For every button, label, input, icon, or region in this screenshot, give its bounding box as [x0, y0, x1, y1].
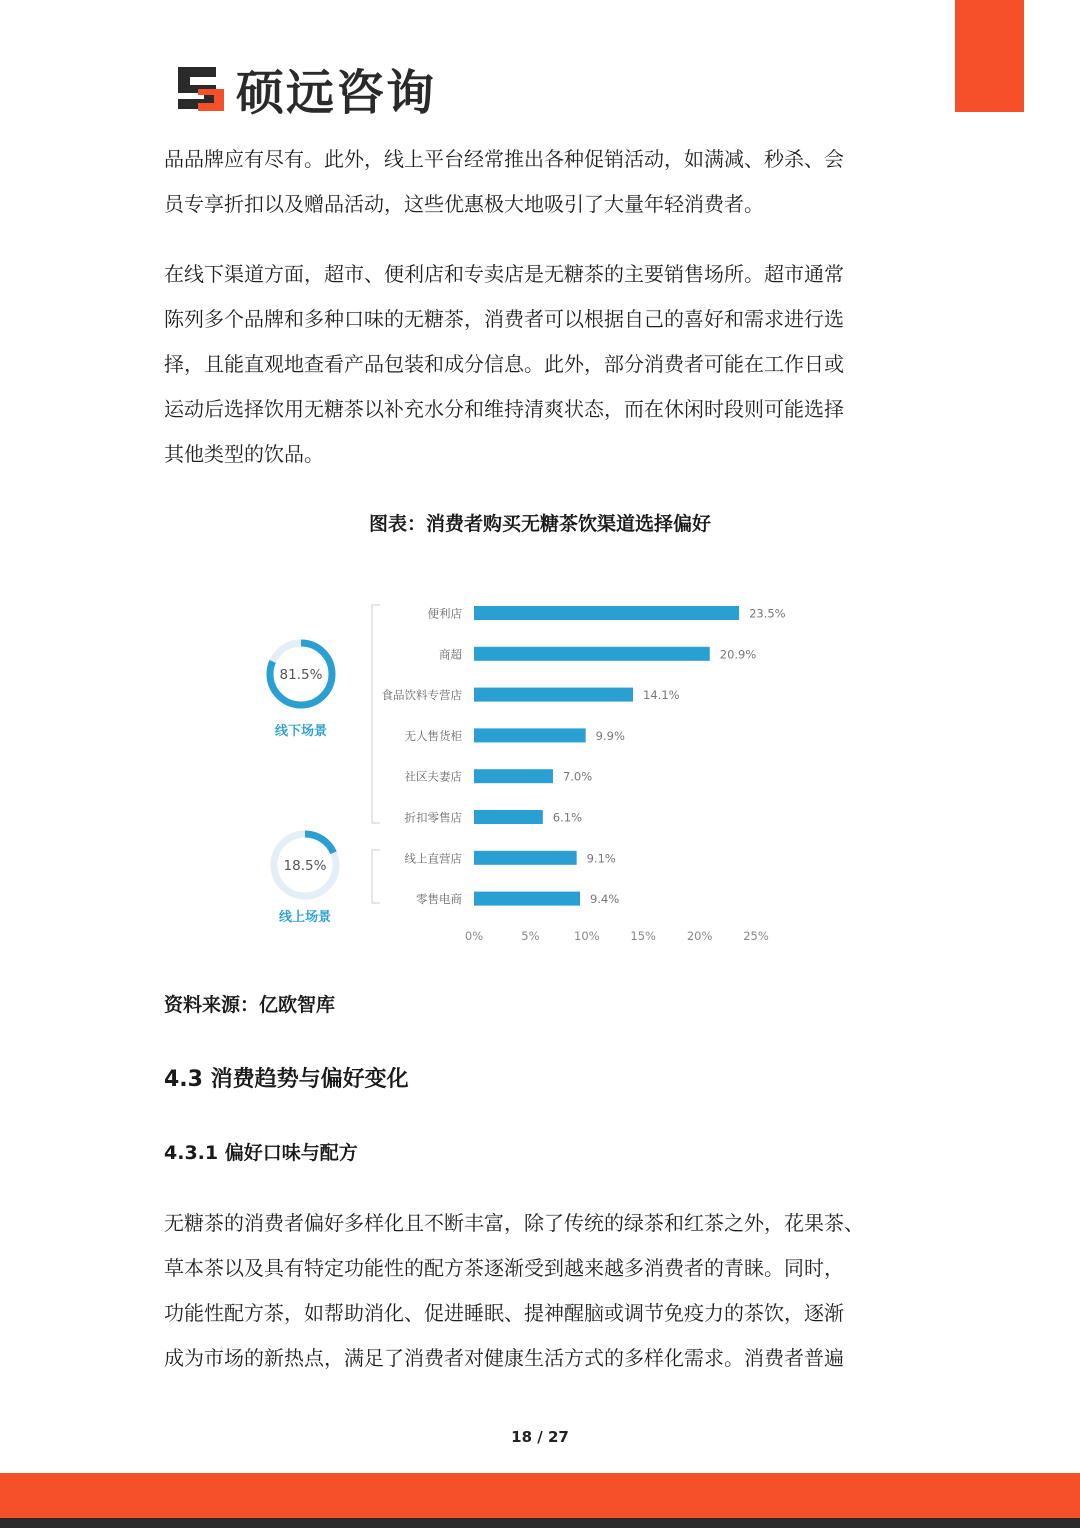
category-label: 社区夫妻店	[404, 769, 462, 784]
bar	[474, 892, 580, 906]
x-tick-label: 0%	[464, 929, 484, 943]
data-label: 6.1%	[552, 810, 583, 825]
category-label: 折扣零售店	[404, 810, 462, 825]
category-label: 零售电商	[416, 892, 462, 907]
data-label: 23.5%	[749, 606, 786, 621]
category-label: 无人售货柜	[404, 728, 462, 743]
text-line: 功能性配方茶，如帮助消化、促进睡眠、提神醒脑或调节免疫力的茶饮，逐渐	[164, 1301, 844, 1325]
paragraph-2	[164, 252, 924, 477]
subsection-heading: 4.3.1 偏好口味与配方	[164, 1142, 358, 1164]
data-label: 9.9%	[595, 728, 625, 743]
bar	[474, 688, 633, 702]
data-label: 9.4%	[590, 892, 620, 907]
figure-source: 资料来源：亿欧智库	[164, 994, 336, 1016]
donut-value: 81.5%	[279, 667, 323, 683]
bar	[474, 728, 586, 742]
text-line: 陈列多个品牌和多种口味的无糖茶，消费者可以根据自己的喜好和需求进行选	[164, 307, 844, 331]
bar	[474, 851, 577, 865]
donut-label: 线下场景	[274, 724, 328, 739]
category-label: 商超	[439, 647, 462, 662]
text-line: 运动后选择饮用无糖茶以补充水分和维持清爽状态，而在休闲时段则可能选择	[164, 397, 844, 421]
logo-mark-icon	[176, 63, 226, 113]
data-label: 20.9%	[719, 647, 757, 662]
data-label: 9.1%	[586, 851, 616, 866]
text-line: 其他类型的饮品。	[164, 442, 324, 466]
paragraph-1	[164, 137, 924, 227]
x-tick-label: 10%	[574, 929, 600, 943]
page-number: 18 / 27	[511, 1428, 569, 1446]
x-tick-label: 5%	[521, 929, 540, 943]
data-label: 14.1%	[643, 688, 680, 703]
category-label: 便利店	[427, 606, 462, 621]
x-tick-label: 15%	[630, 929, 656, 943]
donut-value: 18.5%	[283, 858, 327, 874]
group-bracket	[372, 605, 380, 823]
bar	[474, 606, 739, 620]
bar	[474, 810, 543, 824]
bar	[474, 769, 553, 783]
company-logo	[176, 56, 436, 120]
group-bracket	[372, 850, 380, 903]
paragraph-3	[164, 1201, 924, 1381]
footer-bar	[0, 1473, 1080, 1518]
text-line: 草本茶以及具有特定功能性的配方茶逐渐受到越来越多消费者的青睐。同时，	[164, 1256, 844, 1280]
chart-title: 图表：消费者购买无糖茶饮渠道选择偏好	[368, 513, 711, 535]
text-line: 择，且能直观地查看产品包装和成分信息。此外，部分消费者可能在工作日或	[164, 352, 844, 376]
corner-tab	[955, 0, 1024, 112]
data-label: 7.0%	[562, 769, 593, 784]
footer-strip	[0, 1518, 1080, 1528]
section-heading: 4.3 消费趋势与偏好变化	[164, 1067, 409, 1092]
logo-text: 硕远咨询	[236, 64, 437, 121]
x-tick-label: 20%	[686, 929, 713, 943]
category-label: 线上直营店	[404, 851, 462, 866]
text-line: 员专享折扣以及赠品活动，这些优惠极大地吸引了大量年轻消费者。	[164, 192, 764, 216]
text-line: 无糖茶的消费者偏好多样化且不断丰富，除了传统的绿茶和红茶之外，花果茶、	[164, 1211, 864, 1235]
category-label: 食品饮料专营店	[381, 688, 462, 703]
bar-chart	[0, 585, 1080, 965]
text-line: 在线下渠道方面，超市、便利店和专卖店是无糖茶的主要销售场所。超市通常	[164, 262, 844, 286]
bar	[474, 647, 710, 661]
x-tick-label: 25%	[743, 929, 769, 943]
donut-label: 线上场景	[278, 910, 332, 925]
text-line: 品品牌应有尽有。此外，线上平台经常推出各种促销活动，如满减、秒杀、会	[164, 147, 844, 171]
text-line: 成为市场的新热点，满足了消费者对健康生活方式的多样化需求。消费者普遍	[164, 1346, 844, 1370]
